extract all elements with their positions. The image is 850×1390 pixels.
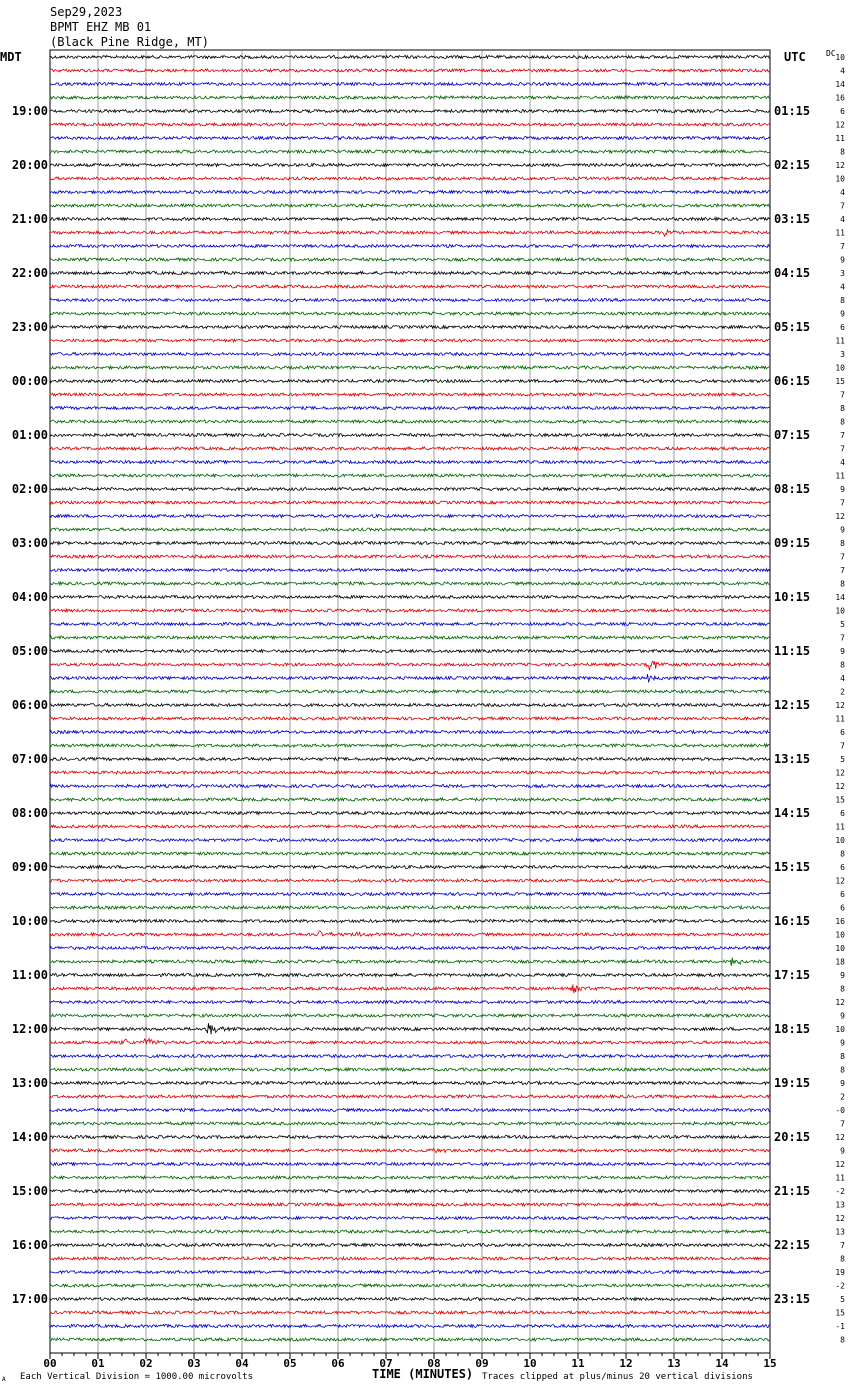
mdt-hour-label: 14:00 — [11, 1130, 48, 1144]
mdt-hour-label: 03:00 — [11, 536, 48, 550]
seismic-trace — [50, 1014, 770, 1017]
dc-offset-value: 12 — [835, 701, 845, 710]
dc-offset-value: 7 — [840, 1241, 845, 1250]
dc-offset-value: 9 — [840, 1079, 845, 1088]
seismic-trace — [50, 420, 770, 423]
utc-hour-label: 12:15 — [774, 698, 811, 712]
plot-date: Sep29,2023 — [50, 5, 123, 19]
dc-offset-value: 6 — [840, 107, 845, 116]
seismic-trace — [50, 758, 770, 761]
utc-hour-label: 07:15 — [774, 428, 811, 442]
seismic-trace — [50, 528, 770, 531]
dc-offset-value: 2 — [840, 687, 845, 697]
seismic-trace — [50, 879, 770, 882]
dc-offset-value: 6 — [840, 903, 845, 913]
dc-offset-value: 12 — [835, 998, 845, 1007]
seismic-trace — [50, 825, 770, 828]
seismic-trace — [50, 434, 770, 437]
dc-offset-value: 10 — [835, 836, 845, 845]
x-tick-label: 07 — [379, 1357, 393, 1370]
seismic-trace — [50, 110, 770, 113]
x-tick-label: 09 — [475, 1357, 489, 1370]
dc-offset-value: 19 — [835, 1268, 845, 1277]
dc-offset-value: 10 — [835, 174, 845, 184]
utc-hour-label: 06:15 — [774, 374, 811, 388]
dc-offset-value: 10 — [835, 606, 845, 616]
dc-offset-value: 6 — [840, 809, 845, 818]
x-tick-label: 04 — [235, 1357, 249, 1370]
seismic-trace — [50, 1244, 770, 1247]
dc-offset-value: 8 — [840, 849, 845, 859]
seismic-trace — [50, 204, 770, 207]
mdt-hour-label: 05:00 — [11, 644, 48, 658]
seismic-trace — [50, 230, 770, 237]
dc-offset-value: 3 — [840, 350, 845, 359]
dc-offset-value: 8 — [840, 660, 845, 670]
seismic-trace — [50, 931, 770, 936]
mdt-hour-label: 12:00 — [11, 1022, 48, 1036]
dc-offset-value: 8 — [840, 1052, 845, 1061]
seismic-trace — [50, 272, 770, 275]
dc-offset-value: 9 — [840, 309, 845, 319]
seismic-trace — [50, 1148, 770, 1152]
dc-offset-value: 4 — [840, 66, 845, 76]
utc-hour-label: 05:15 — [774, 320, 811, 334]
dc-offset-value: 11 — [835, 228, 845, 238]
seismic-trace — [50, 1095, 770, 1098]
mdt-hour-label: 22:00 — [11, 266, 48, 280]
seismic-trace — [50, 674, 770, 682]
dc-offset-value: 14 — [835, 80, 845, 89]
utc-hour-label: 03:15 — [774, 212, 811, 226]
x-tick-label: 15 — [763, 1357, 777, 1370]
dc-offset-value: 8 — [840, 1254, 845, 1264]
dc-offset-value: 4 — [840, 282, 845, 292]
dc-offset-value: 7 — [840, 444, 845, 454]
seismic-trace — [50, 123, 770, 126]
left-timezone: MDT — [0, 50, 22, 64]
dc-offset-value: 3 — [840, 269, 845, 278]
seismic-trace — [50, 1338, 770, 1341]
seismic-trace — [50, 582, 770, 585]
seismic-trace — [50, 366, 770, 369]
seismic-trace — [50, 177, 770, 180]
dc-offset-value: 11 — [835, 336, 845, 346]
dc-offset-value: 9 — [840, 1146, 845, 1156]
dc-offset-value: 5 — [840, 620, 845, 629]
dc-offset-value: 2 — [840, 1092, 845, 1102]
seismic-trace — [50, 852, 770, 855]
dc-offset-value: 11 — [835, 134, 845, 143]
seismic-trace — [50, 353, 770, 356]
seismic-trace — [50, 555, 770, 558]
dc-offset-value: -1 — [835, 1322, 845, 1331]
dc-offset-value: 10 — [835, 930, 845, 940]
dc-offset-value: 12 — [835, 120, 845, 130]
utc-hour-label: 19:15 — [774, 1076, 811, 1090]
dc-offset-value: 9 — [840, 525, 845, 535]
dc-offset-value: 15 — [835, 795, 845, 805]
utc-hour-label: 13:15 — [774, 752, 811, 766]
x-tick-label: 13 — [667, 1357, 681, 1370]
dc-offset-value: 12 — [835, 768, 845, 778]
seismic-trace — [50, 1298, 770, 1301]
dc-offset-value: 4 — [840, 188, 845, 197]
seismic-trace — [50, 1136, 770, 1139]
seismic-trace — [50, 326, 770, 329]
mdt-hour-label: 02:00 — [11, 482, 48, 496]
dc-header: DC — [826, 49, 836, 58]
mdt-hour-label: 09:00 — [11, 860, 48, 874]
seismic-trace — [50, 542, 770, 545]
x-tick-label: 03 — [187, 1357, 201, 1370]
seismic-trace — [50, 474, 770, 477]
seismic-trace — [50, 839, 770, 842]
mdt-hour-label: 00:00 — [11, 374, 48, 388]
utc-hour-label: 20:15 — [774, 1130, 811, 1144]
seismic-trace — [50, 1284, 770, 1287]
utc-hour-label: 23:15 — [774, 1292, 811, 1306]
x-tick-label: 00 — [43, 1357, 57, 1370]
seismic-trace — [50, 893, 770, 896]
utc-hour-label: 18:15 — [774, 1022, 811, 1036]
dc-offset-value: 8 — [840, 579, 845, 589]
dc-offset-value: 7 — [840, 552, 845, 562]
dc-offset-value: 12 — [835, 1214, 845, 1223]
seismic-trace — [50, 731, 770, 734]
dc-offset-value: 9 — [840, 647, 845, 656]
dc-offset-value: 9 — [840, 255, 845, 265]
dc-offset-value: 9 — [840, 1011, 845, 1021]
x-tick-label: 01 — [91, 1357, 105, 1370]
mdt-hour-label: 17:00 — [11, 1292, 48, 1306]
seismic-trace — [50, 515, 770, 518]
seismic-trace — [50, 1055, 770, 1059]
dc-offset-value: 4 — [840, 458, 845, 467]
seismic-trace — [50, 569, 770, 572]
seismic-trace — [50, 650, 770, 653]
seismic-trace — [50, 137, 770, 140]
x-tick-label: 06 — [331, 1357, 345, 1370]
utc-hour-label: 02:15 — [774, 158, 811, 172]
utc-hour-label: 09:15 — [774, 536, 811, 550]
utc-hour-label: 01:15 — [774, 104, 811, 118]
seismic-trace — [50, 1023, 770, 1034]
seismic-trace — [50, 771, 770, 774]
x-tick-label: 12 — [619, 1357, 633, 1370]
seismic-trace — [50, 69, 770, 72]
seismic-trace — [50, 1082, 770, 1085]
mdt-hour-label: 08:00 — [11, 806, 48, 820]
seismic-trace — [50, 1311, 770, 1314]
seismic-trace — [50, 407, 770, 410]
mdt-hour-label: 01:00 — [11, 428, 48, 442]
dc-offset-value: 7 — [840, 201, 845, 211]
mdt-hour-label: 11:00 — [11, 968, 48, 982]
seismic-trace — [50, 312, 770, 315]
dc-offset-value: 11 — [835, 822, 845, 832]
dc-offset-value: 10 — [835, 944, 845, 953]
utc-hour-label: 21:15 — [774, 1184, 811, 1198]
dc-offset-value: 8 — [840, 1335, 845, 1345]
utc-hour-label: 08:15 — [774, 482, 811, 496]
dc-offset-value: 8 — [840, 296, 845, 305]
dc-offset-value: 9 — [840, 485, 845, 494]
utc-hour-label: 15:15 — [774, 860, 811, 874]
seismic-trace — [50, 150, 770, 153]
mdt-hour-label: 19:00 — [11, 104, 48, 118]
dc-offset-value: 8 — [840, 984, 845, 994]
scale-note: Each Vertical Division = 1000.00 microvolts — [20, 1372, 253, 1382]
mdt-hour-label: 04:00 — [11, 590, 48, 604]
dc-offset-value: 6 — [840, 863, 845, 872]
seismic-trace — [50, 245, 770, 248]
x-tick-label: 14 — [715, 1357, 729, 1370]
dc-offset-value: 7 — [840, 1119, 845, 1129]
seismic-trace — [50, 258, 770, 261]
dc-offset-value: -0 — [835, 1106, 845, 1115]
dc-offset-value: 7 — [840, 566, 845, 575]
dc-offset-value: 12 — [835, 1133, 845, 1142]
dc-offset-value: 13 — [835, 1227, 845, 1237]
mdt-hour-label: 06:00 — [11, 698, 48, 712]
seismic-trace — [50, 1190, 770, 1193]
utc-hour-label: 10:15 — [774, 590, 811, 604]
seismic-trace — [50, 1109, 770, 1112]
dc-offset-value: 15 — [835, 1308, 845, 1318]
station-location: (Black Pine Ridge, MT) — [50, 35, 209, 49]
mdt-hour-label: 13:00 — [11, 1076, 48, 1090]
station-id: BPMT EHZ MB 01 — [50, 20, 152, 34]
footer-mark: A — [2, 1376, 6, 1383]
seismic-trace — [50, 447, 770, 450]
dc-offset-value: 6 — [840, 890, 845, 899]
seismic-trace — [50, 623, 770, 626]
dc-offset-value: 11 — [835, 1173, 845, 1183]
dc-offset-value: 12 — [835, 1160, 845, 1169]
dc-offset-value: 8 — [840, 404, 845, 413]
dc-offset-value: -2 — [835, 1187, 845, 1196]
seismic-trace — [50, 596, 770, 599]
seismic-trace — [50, 393, 770, 396]
seismic-trace — [50, 920, 770, 923]
dc-offset-value: 12 — [835, 782, 845, 791]
mdt-hour-label: 21:00 — [11, 212, 48, 226]
dc-offset-value: 6 — [840, 728, 845, 737]
seismic-trace — [50, 958, 770, 966]
seismic-trace — [50, 1001, 770, 1004]
dc-offset-value: 16 — [835, 93, 845, 103]
x-tick-label: 11 — [571, 1357, 585, 1370]
seismic-trace — [50, 1039, 770, 1045]
dc-offset-value: 18 — [835, 957, 845, 967]
dc-offset-value: 7 — [840, 431, 845, 440]
seismic-trace — [50, 947, 770, 950]
seismic-trace — [50, 1217, 770, 1220]
seismic-trace — [50, 1203, 770, 1206]
seismic-trace — [50, 339, 770, 342]
seismic-trace — [50, 812, 770, 815]
dc-offset-value: 5 — [840, 755, 845, 764]
seismic-trace — [50, 1176, 770, 1179]
dc-offset-value: 4 — [840, 674, 845, 683]
dc-offset-value: 7 — [840, 741, 845, 751]
x-tick-label: 10 — [523, 1357, 537, 1370]
seismic-trace — [50, 661, 770, 670]
dc-offset-value: 15 — [835, 377, 845, 386]
dc-offset-value: 7 — [840, 498, 845, 508]
dc-offset-value: 10 — [835, 53, 845, 62]
utc-hour-label: 22:15 — [774, 1238, 811, 1252]
plot-frame — [50, 50, 770, 1353]
dc-offset-value: 8 — [840, 147, 845, 157]
seismic-trace — [50, 785, 770, 788]
seismic-trace — [50, 56, 770, 59]
mdt-hour-label: 15:00 — [11, 1184, 48, 1198]
seismic-trace — [50, 164, 770, 167]
seismic-trace — [50, 299, 770, 302]
seismic-trace — [50, 191, 770, 194]
seismic-trace — [50, 636, 770, 639]
dc-offset-value: 11 — [835, 714, 845, 724]
utc-hour-label: 14:15 — [774, 806, 811, 820]
dc-offset-value: 14 — [835, 593, 845, 602]
mdt-hour-label: 16:00 — [11, 1238, 48, 1252]
x-axis-label: TIME (MINUTES) — [372, 1367, 474, 1381]
dc-offset-value: 11 — [835, 471, 845, 481]
seismic-trace — [50, 984, 770, 993]
seismic-trace — [50, 501, 770, 504]
dc-offset-value: 8 — [840, 1065, 845, 1075]
dc-offset-value: 7 — [840, 390, 845, 400]
dc-offset-value: 13 — [835, 1200, 845, 1210]
seismic-trace — [50, 96, 770, 99]
seismic-trace — [50, 1325, 770, 1328]
seismic-trace — [50, 744, 770, 747]
mdt-hour-label: 23:00 — [11, 320, 48, 334]
dc-offset-value: 8 — [840, 539, 845, 548]
dc-offset-value: 10 — [835, 363, 845, 373]
seismic-trace — [50, 218, 770, 221]
dc-offset-value: 5 — [840, 1295, 845, 1304]
x-tick-label: 02 — [139, 1357, 153, 1370]
utc-hour-label: 04:15 — [774, 266, 811, 280]
utc-hour-label: 17:15 — [774, 968, 811, 982]
seismic-trace — [50, 380, 770, 383]
seismic-trace — [50, 1068, 770, 1071]
x-tick-label: 05 — [283, 1357, 297, 1370]
seismic-trace — [50, 1230, 770, 1233]
dc-offset-value: 8 — [840, 417, 845, 427]
seismic-trace — [50, 488, 770, 491]
utc-hour-label: 16:15 — [774, 914, 811, 928]
right-timezone: UTC — [784, 50, 806, 64]
dc-offset-value: 12 — [835, 512, 845, 521]
utc-hour-label: 11:15 — [774, 644, 811, 658]
dc-offset-value: -2 — [835, 1281, 845, 1291]
dc-offset-value: 12 — [835, 161, 845, 170]
seismic-trace — [50, 974, 770, 977]
dc-offset-value: 12 — [835, 876, 845, 886]
dc-offset-value: 9 — [840, 971, 845, 980]
seismic-trace — [50, 83, 770, 86]
mdt-hour-label: 07:00 — [11, 752, 48, 766]
mdt-hour-label: 20:00 — [11, 158, 48, 172]
seismic-trace — [50, 866, 770, 869]
dc-offset-value: 9 — [840, 1038, 845, 1048]
dc-offset-value: 10 — [835, 1025, 845, 1034]
clip-note: Traces clipped at plus/minus 20 vertical divisions — [482, 1372, 753, 1382]
dc-offset-value: 6 — [840, 323, 845, 332]
seismic-trace — [50, 717, 770, 720]
seismic-trace — [50, 1257, 770, 1260]
mdt-hour-label: 10:00 — [11, 914, 48, 928]
x-tick-label: 08 — [427, 1357, 441, 1370]
dc-offset-value: 4 — [840, 215, 845, 224]
dc-offset-value: 7 — [840, 633, 845, 643]
seismic-trace — [50, 285, 770, 288]
seismic-trace — [50, 1122, 770, 1125]
seismic-trace — [50, 906, 770, 909]
seismic-trace — [50, 1163, 770, 1166]
dc-offset-value: 16 — [835, 917, 845, 926]
seismic-trace — [50, 798, 770, 801]
seismic-trace — [50, 1271, 770, 1274]
seismic-trace — [50, 609, 770, 612]
dc-offset-value: 7 — [840, 242, 845, 251]
seismic-trace — [50, 461, 770, 464]
seismic-trace — [50, 690, 770, 693]
seismic-trace — [50, 704, 770, 707]
